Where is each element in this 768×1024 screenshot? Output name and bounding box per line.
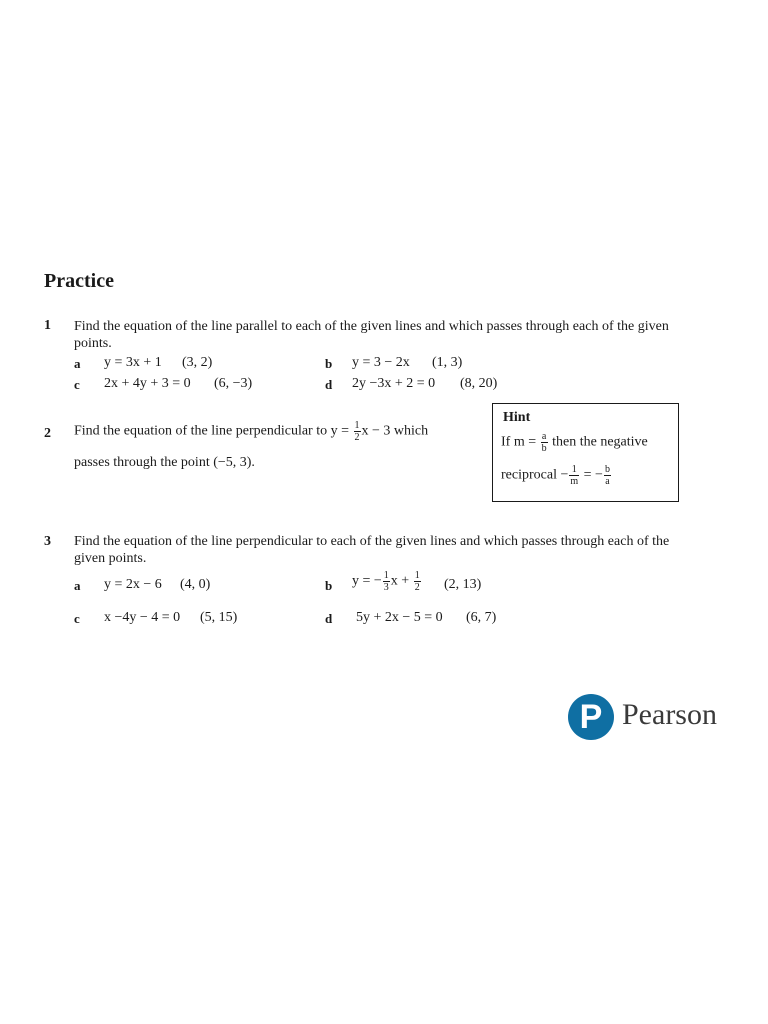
q3-item-d-equation: 5y + 2x − 5 = 0 xyxy=(356,610,443,625)
q3-b-mid: x + xyxy=(390,573,410,589)
q3-item-a-equation: y = 2x − 6 xyxy=(104,577,162,592)
question-3-text: Find the equation of the line perpendicular to each of the given lines and which passes through each of the given points. xyxy=(74,534,670,566)
q3-item-b-equation xyxy=(352,570,422,593)
q1-item-c-label: c xyxy=(74,377,80,392)
q3-item-d-point: (6, 7) xyxy=(466,610,497,625)
q3-item-a-label: a xyxy=(74,578,81,593)
q1-item-b-point: (1, 3) xyxy=(432,355,463,370)
q3-b-f2-num: 1 xyxy=(414,570,420,581)
pearson-logo-glyph: P xyxy=(579,698,603,736)
hint-box xyxy=(492,403,679,502)
hint-reciprocal: reciprocal xyxy=(501,467,557,483)
q1-item-b-label: b xyxy=(325,356,333,371)
q3-b-fraction-2 xyxy=(414,570,421,593)
q3-b-fraction-1 xyxy=(383,570,390,593)
q2-fraction-num: 1 xyxy=(354,420,360,431)
q3-item-c-point: (5, 15) xyxy=(200,610,238,625)
q3-b-f2-den: 2 xyxy=(414,582,420,593)
q3-item-a-point: (4, 0) xyxy=(180,577,211,592)
q1-item-d-point: (8, 20) xyxy=(460,376,498,391)
q3-b-prefix: y = − xyxy=(352,573,382,589)
q3-b-f1-num: 1 xyxy=(383,570,389,581)
hint-frac-a2: a xyxy=(605,476,610,487)
q3-b-f1-den: 3 xyxy=(383,582,389,593)
question-2-number: 2 xyxy=(44,426,51,441)
question-3-number: 3 xyxy=(44,534,51,549)
hint-frac-b2: b xyxy=(604,464,610,475)
q2-fraction-den: 2 xyxy=(354,432,360,443)
question-2-line2: passes through the point (−5, 3). xyxy=(74,455,255,470)
q1-item-a-point: (3, 2) xyxy=(182,355,213,370)
q3-item-b-point: (2, 13) xyxy=(444,577,482,592)
hint-frac-1: 1 xyxy=(569,464,579,476)
hint-frac-m: m xyxy=(570,476,579,487)
hint-fraction-ab xyxy=(541,431,548,454)
question-1-text: Find the equation of the line parallel to each of the given lines and which passes through each of the given points. xyxy=(74,319,669,351)
q1-item-a-label: a xyxy=(74,356,81,371)
q3-item-c-equation: x −4y − 4 = 0 xyxy=(104,610,181,625)
pearson-logo-wordmark: Pearson xyxy=(622,698,717,731)
hint-line-2: reciprocal − $\frac{1}{m}$ = − $\frac{b}{a}$ xyxy=(501,464,610,487)
question-1-number: 1 xyxy=(44,318,51,333)
hint-line-1 xyxy=(501,431,648,454)
q1-item-b-equation: y = 3 − 2x xyxy=(352,355,410,370)
page-title: Practice xyxy=(44,270,114,292)
hint-fraction-ba xyxy=(604,464,611,487)
q1-item-d-label: d xyxy=(325,377,333,392)
hint-if: If m = xyxy=(501,434,540,450)
q3-item-c-label: c xyxy=(74,611,80,626)
hint-frac-a: a xyxy=(541,431,547,442)
q2-text-before: Find the equation of the line perpendicular to y = xyxy=(74,423,353,439)
hint-then: then the negative xyxy=(552,434,648,450)
hint-title: Hint xyxy=(503,410,531,425)
q3-item-b-label: b xyxy=(325,578,333,593)
hint-fraction-1m xyxy=(569,464,579,487)
q2-fraction xyxy=(354,420,361,443)
hint-frac-b: b xyxy=(541,443,547,454)
q3-item-d-label: d xyxy=(325,611,333,626)
q1-item-d-equation: 2y −3x + 2 = 0 xyxy=(352,376,436,391)
q1-item-c-equation: 2x + 4y + 3 = 0 xyxy=(104,376,191,391)
q1-item-c-point: (6, −3) xyxy=(214,376,253,391)
q2-text-after: x − 3 which xyxy=(361,423,429,439)
question-2-text xyxy=(74,420,428,443)
q1-item-a-equation: y = 3x + 1 xyxy=(104,355,162,370)
